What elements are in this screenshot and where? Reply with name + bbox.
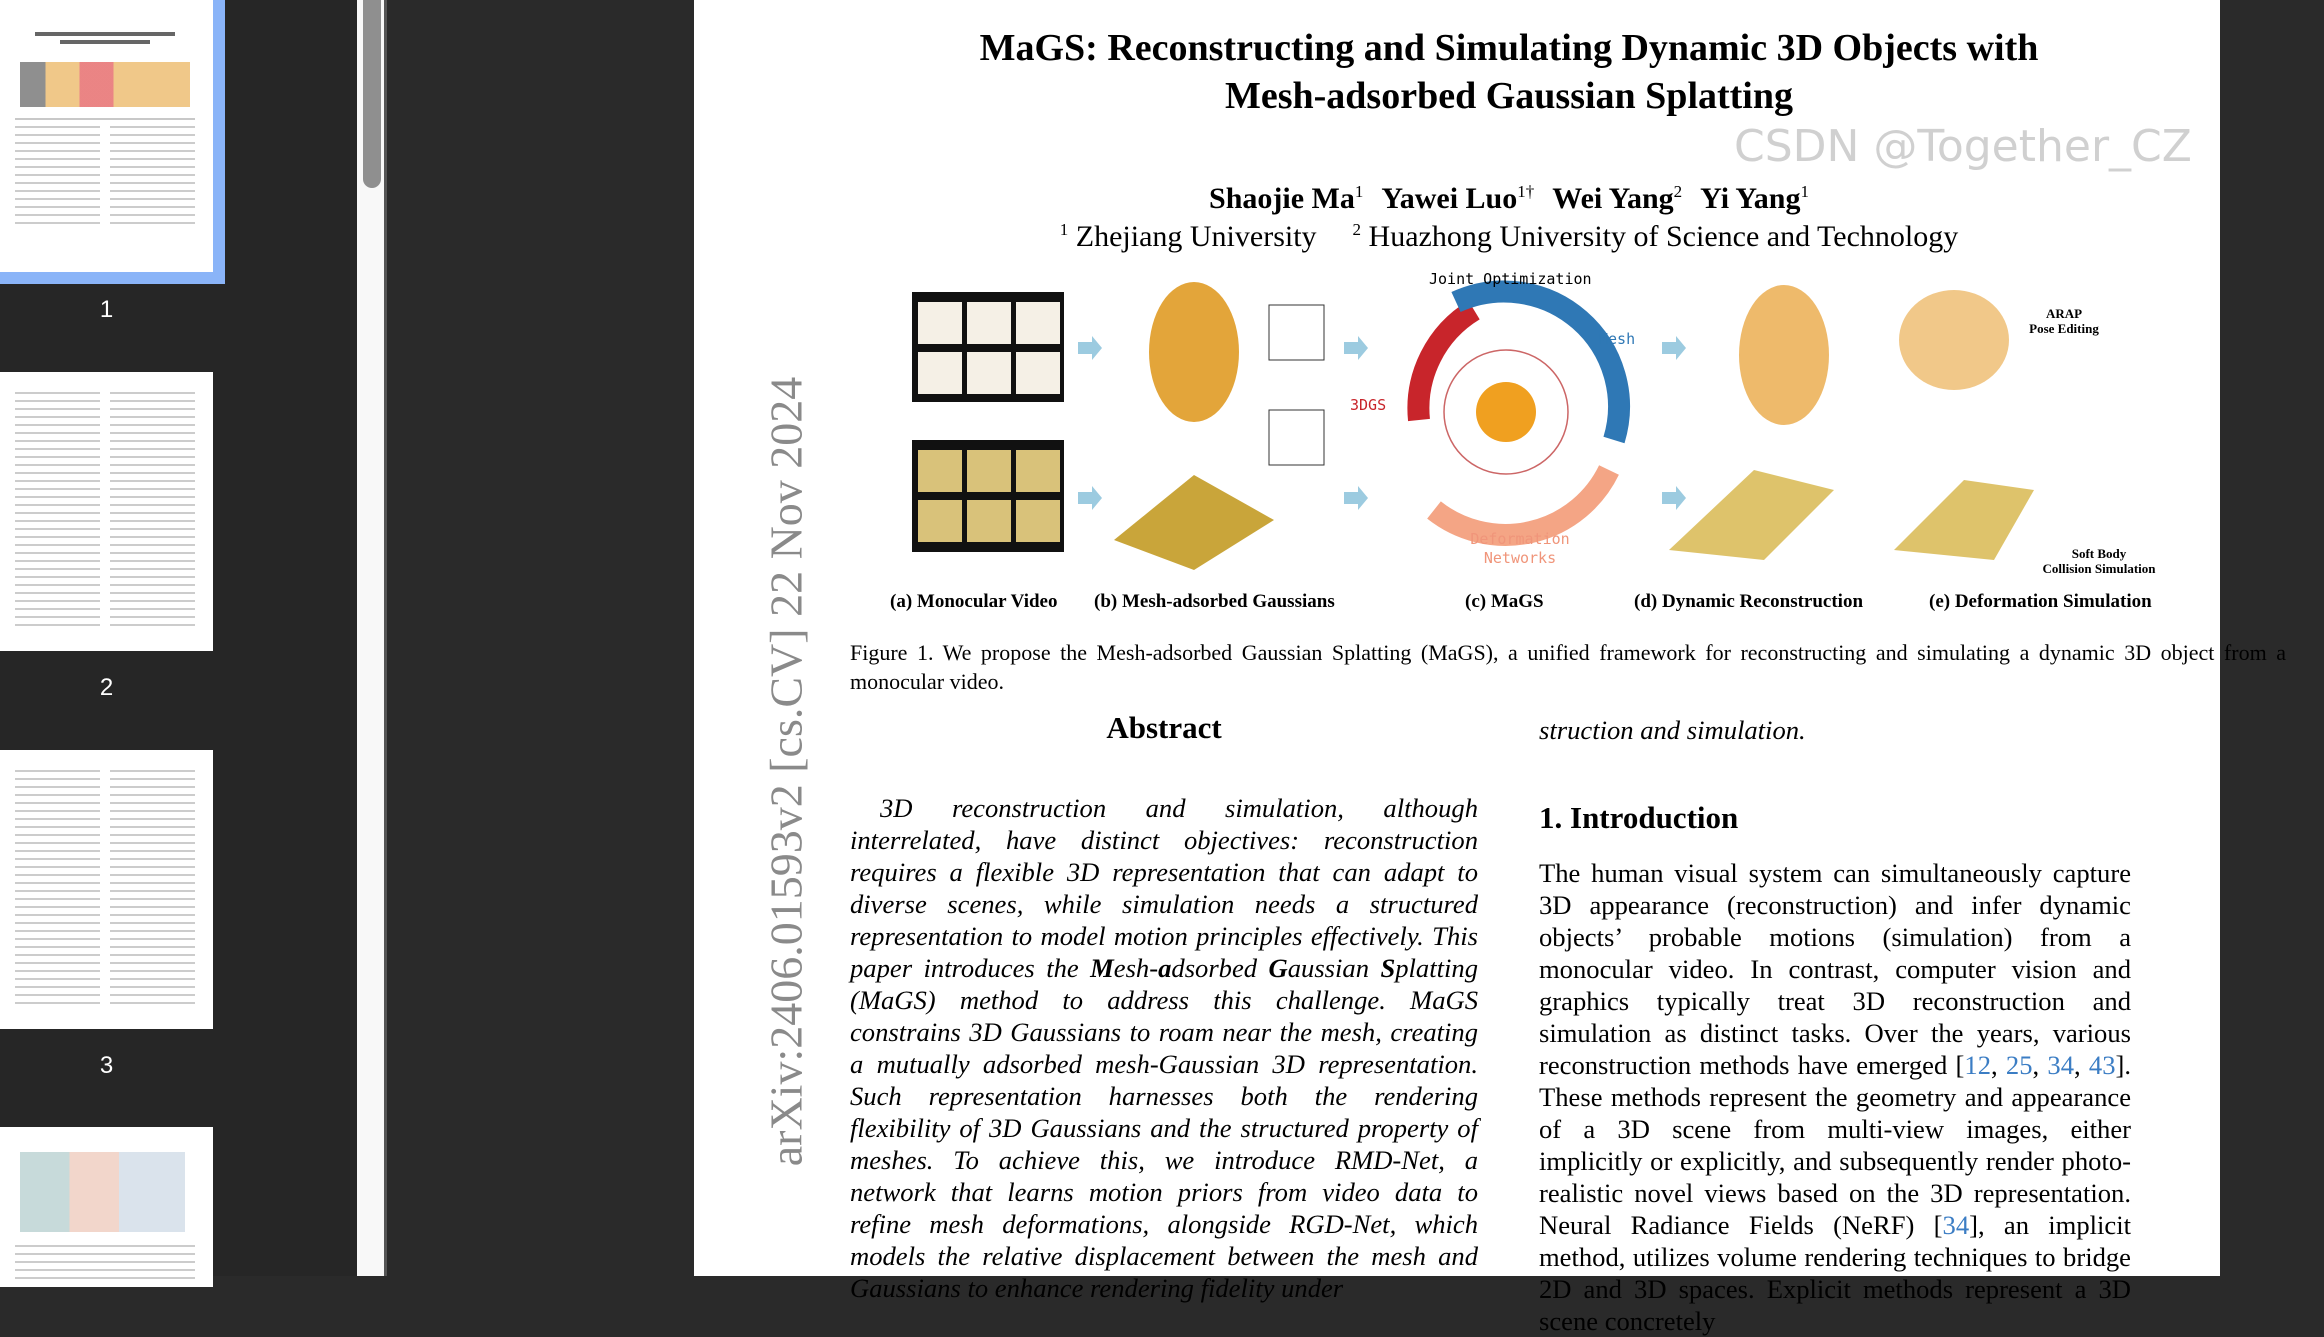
paper-title xyxy=(694,24,2324,120)
page-thumbnail-3[interactable] xyxy=(0,750,213,1029)
affiliation: $^1$ Zhejiang University xyxy=(1059,220,1317,253)
arxiv-stamp: arXiv:2406.01593v2 [cs.CV] 22 Nov 2024 xyxy=(760,376,812,1167)
zoom-inset xyxy=(1269,305,1324,360)
thumbnail-sidebar xyxy=(0,0,357,1276)
page-number-3: 3 xyxy=(99,1052,114,1079)
sidebar-scrollbar[interactable] xyxy=(357,0,387,1276)
viewer-background xyxy=(390,0,694,1276)
abstract-heading: Abstract xyxy=(1106,710,1222,745)
figure-caption: Figure 1. We propose the Mesh-adsorbed Gaussian Splatting (MaGS), a unified framework for reconstructing and simulating a dynamic 3D object from a monocular video. xyxy=(850,640,2286,694)
abstract-continued: struction and simulation. xyxy=(1539,715,1806,745)
simulation-human xyxy=(1899,290,2009,390)
author: Yawei Luo$^{1\dagger}$ xyxy=(1381,182,1535,215)
title-line-2: Mesh-adsorbed Gaussian Splatting xyxy=(1224,75,1793,117)
citation-link[interactable]: 34 xyxy=(1942,1210,1970,1240)
figure-label-e: (e) Deformation Simulation xyxy=(1929,591,2152,612)
label-mesh: Mesh xyxy=(1599,330,1636,348)
label-deformation-networks: Deformation Networks xyxy=(1470,530,1570,567)
simulation-bulldozer xyxy=(1894,480,2034,560)
video-frames-bulldozer xyxy=(912,440,1064,552)
page-thumbnail-4[interactable] xyxy=(0,1127,213,1287)
intro-text: The human visual system can simultaneously capture 3D appearance (reconstruction) and infer dynamic objects’ probable motions (simulation) from a monocular video. In contrast, computer vision and graphics typically treat 3D reconstruction and simulation as distinct tasks. Over the years, various reconstruction methods have emerged [12, 25, 34, 43]. These methods represent the geometry and appearance of a 3D scene from multi-view images, either implicitly or explicitly, and subsequently render photo-realistic novel views based on the 3D representation. Neural Radiance Fields (NeRF) [34], an implicit method, utilizes volume rendering techniques to bridge 2D and 3D spaces. Explicit methods represent a 3D scene concretely xyxy=(1539,858,2131,1336)
scrollbar-thumb[interactable] xyxy=(363,0,381,188)
page-number-1: 1 xyxy=(99,296,114,323)
figure-label-b: (b) Mesh-adsorbed Gaussians xyxy=(1094,591,1335,612)
reconstruction-human xyxy=(1739,285,1829,425)
title-line-1: MaGS: Reconstructing and Simulating Dynamic 3D Objects with xyxy=(979,27,2039,69)
author: Shaojie Ma$^1$ xyxy=(1209,182,1364,215)
citation-link[interactable]: 43 xyxy=(2088,1050,2116,1080)
author: Yi Yang$^1$ xyxy=(1700,182,1809,215)
label-3dgs: 3DGS xyxy=(1350,396,1387,414)
deformation-arrow xyxy=(1434,470,1609,535)
page-thumbnail-1[interactable] xyxy=(0,0,213,272)
watermark: CSDN @Together_CZ xyxy=(1734,121,2192,172)
intro-heading: 1. Introduction xyxy=(1539,800,1739,835)
affiliations xyxy=(694,220,2324,254)
label-arap: ARAP Pose Editing xyxy=(2029,306,2099,336)
label-soft-body: Soft Body Collision Simulation xyxy=(2042,546,2156,576)
page-number-2: 2 xyxy=(99,674,114,701)
figure-label-c: (c) MaGS xyxy=(1465,591,1544,612)
magnet-icon xyxy=(1476,382,1536,442)
author-list xyxy=(694,182,2324,216)
affiliation: $^2$ Huazhong University of Science and Technology xyxy=(1352,220,1959,253)
citation-link[interactable]: 12 xyxy=(1964,1050,1991,1080)
author: Wei Yang$^2$ xyxy=(1552,182,1683,215)
page-thumbnail-2[interactable] xyxy=(0,372,213,651)
zoom-inset xyxy=(1269,410,1324,465)
figure-label-d: (d) Dynamic Reconstruction xyxy=(1634,591,1864,612)
citation-link[interactable]: 25 xyxy=(2005,1050,2033,1080)
citation-link[interactable]: 34 xyxy=(2047,1050,2074,1080)
gaussian-human xyxy=(1149,282,1239,422)
abstract-text: 3D reconstruction and simulation, although interrelated, have distinct objectives: reconstruction requires a flexible 3D representation that can adapt to diverse scenes, while simulation needs a structured representation to model motion principles effectively. This paper introduces the Mesh-adsorbed Gaussian Splatting (MaGS) method to address this challenge. MaGS constrains 3D Gaussians to roam near the mesh, creating a mutually adsorbed mesh-Gaussian 3D representation. Such representation harnesses both the rendering flexibility of 3D Gaussians and the structured property of meshes. To achieve this, we introduce RMD-Net, a network that learns motion priors from video data to refine mesh deformations, alongside RGD-Net, which models the relative displacement between the mesh and Gaussians to enhance rendering fidelity under xyxy=(850,793,1478,1303)
figure-label-a: (a) Monocular Video xyxy=(890,591,1058,612)
video-frames-human xyxy=(912,292,1064,402)
reconstruction-bulldozer xyxy=(1669,470,1834,560)
pdf-page xyxy=(694,0,2286,1336)
label-joint-optimization: Joint Optimization xyxy=(1429,270,1592,288)
gaussian-bulldozer xyxy=(1114,475,1274,570)
